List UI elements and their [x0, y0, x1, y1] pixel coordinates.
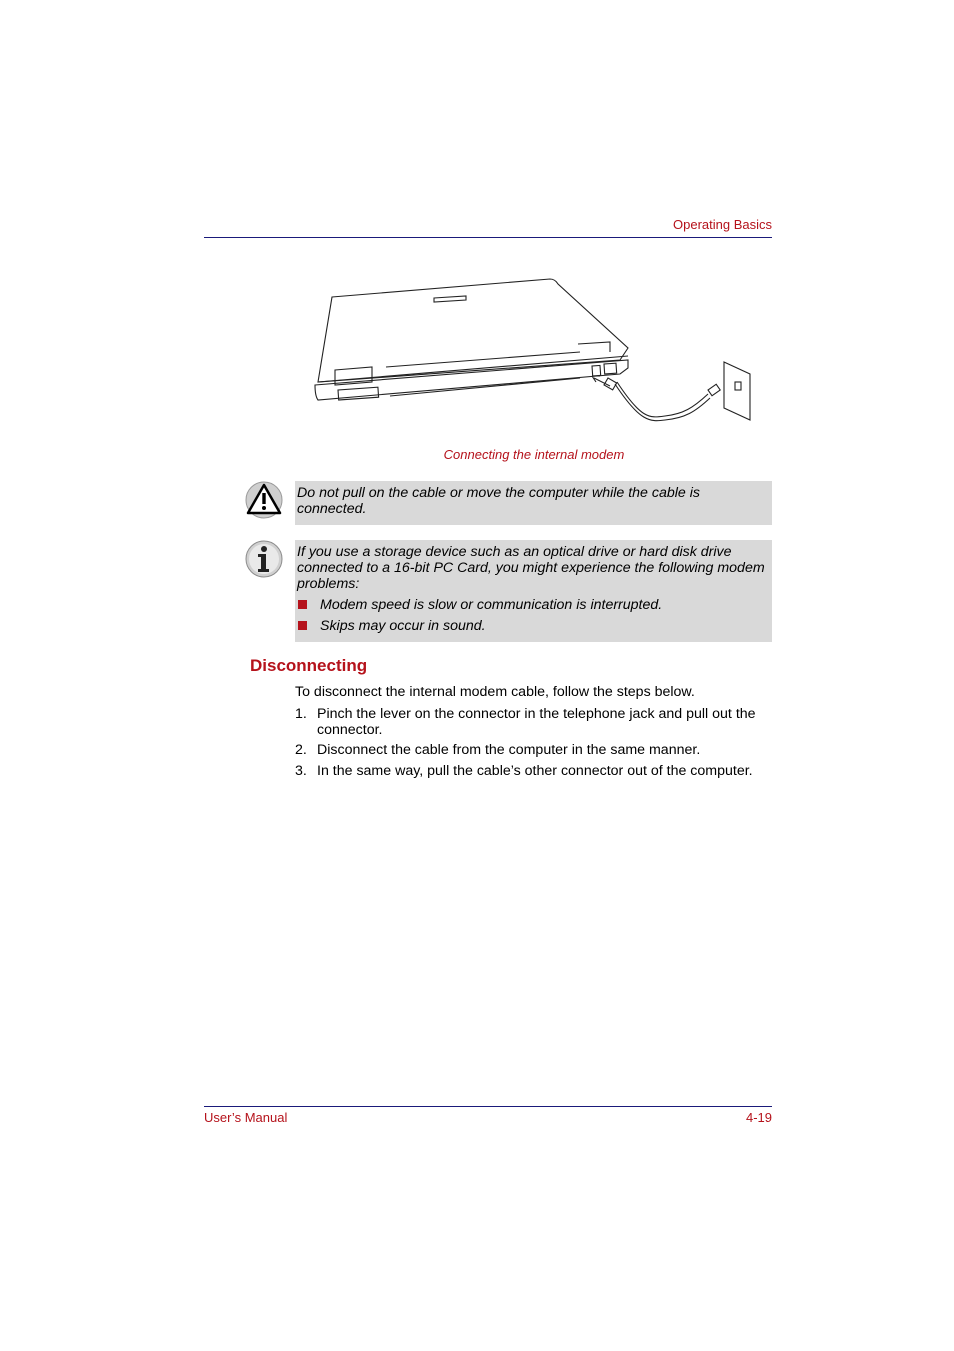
footer-rule	[204, 1106, 772, 1107]
page-number: 4-19	[745, 1110, 772, 1125]
step-item	[295, 742, 775, 758]
step-number: 1.	[295, 706, 307, 722]
step-item	[295, 706, 775, 738]
note-box	[295, 540, 772, 642]
step-item	[295, 763, 775, 779]
footer-manual-title: User’s Manual	[204, 1110, 288, 1125]
step-text: Disconnect the cable from the computer in the same manner.	[317, 742, 701, 758]
step-text: Pinch the lever on the connector in the telephone jack and pull out the connector.	[317, 706, 756, 738]
note-bullet-text: Skips may occur in sound.	[320, 618, 486, 634]
step-number: 2.	[295, 742, 307, 758]
bullet-square-icon	[298, 621, 307, 630]
caution-text: Do not pull on the cable or move the computer while the cable is connected.	[297, 485, 700, 517]
step-text: In the same way, pull the cable’s other connector out of the computer.	[317, 763, 753, 779]
header-rule	[204, 237, 772, 238]
figure-caption: Connecting the internal modem	[443, 447, 625, 462]
note-text: If you use a storage device such as an optical drive or hard disk drive connected to a 16-bit PC Card, you might experience the following modem problems:	[297, 544, 765, 592]
note-bullet	[297, 618, 770, 634]
warning-triangle-icon	[244, 480, 284, 520]
bullet-square-icon	[298, 600, 307, 609]
section-heading: Disconnecting	[250, 656, 368, 675]
laptop-modem-illustration	[310, 272, 760, 432]
intro-paragraph: To disconnect the internal modem cable, follow the steps below.	[295, 684, 695, 700]
note-bullet	[297, 597, 770, 613]
note-bullet-text: Modem speed is slow or communication is interrupted.	[320, 597, 663, 613]
caution-box	[295, 481, 772, 525]
info-icon	[244, 539, 284, 579]
step-number: 3.	[295, 763, 307, 779]
running-header: Operating Basics	[673, 217, 772, 232]
